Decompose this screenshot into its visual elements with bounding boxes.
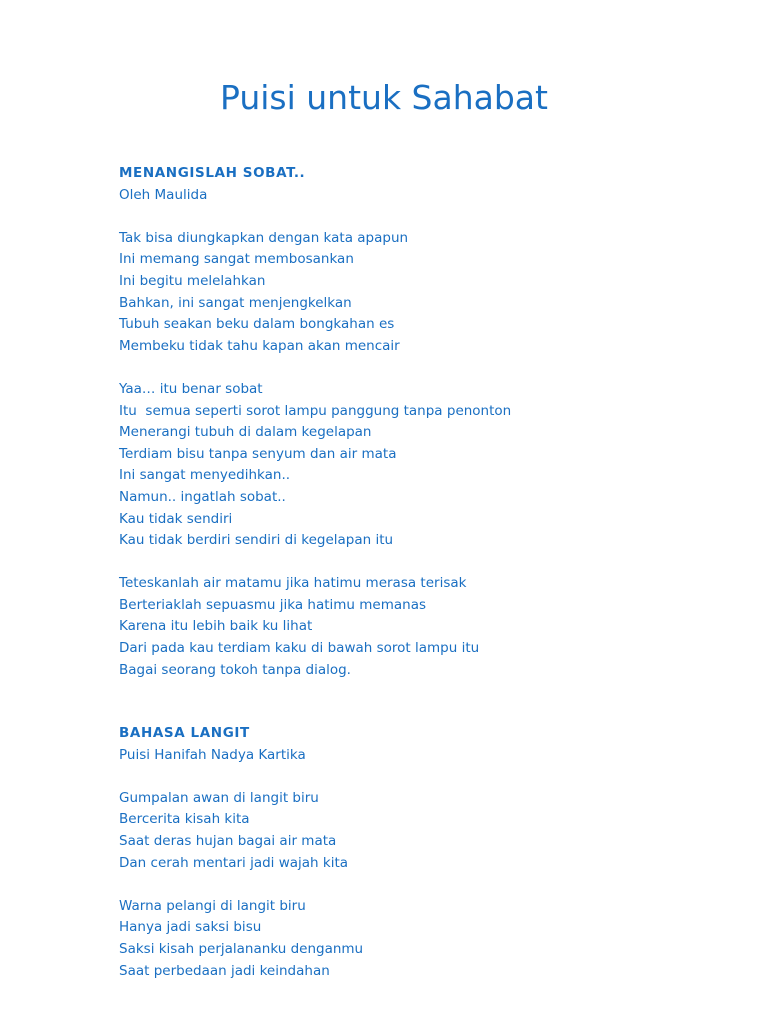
poem-menangislah-sobat [119,163,739,681]
poem-line: Itu semua seperti sorot lampu panggung tanpa penonton [119,402,512,419]
poem-line: Namun.. ingatlah sobat.. [119,488,286,505]
poem-line: Saksi kisah perjalananku denganmu [119,940,364,957]
poem-line: Ini memang sangat membosankan [119,251,354,268]
poem-title: BAHASA LANGIT [119,725,250,741]
poem-line: Kau tidak sendiri [119,510,233,527]
poem-line: Gumpalan awan di langit biru [119,789,319,806]
poem-line: Tubuh seakan beku dalam bongkahan es [119,316,395,333]
poem-line: Menerangi tubuh di dalam kegelapan [119,424,372,441]
poem-bahasa-langit [119,723,739,982]
poem-line: Hanya jadi saksi bisu [119,919,262,936]
poem-line: Berteriaklah sepuasmu jika hatimu memanas [119,596,427,613]
poem-line: Yaa… itu benar sobat [119,380,263,397]
stanza [119,228,739,358]
poem-line: Warna pelangi di langit biru [119,897,306,914]
poem-line: Tak bisa diungkapkan dengan kata apapun [119,229,409,246]
poem-line: Teteskanlah air matamu jika hatimu merasa terisak [119,575,467,592]
poem-line: Bagai seorang tokoh tanpa dialog. [119,661,351,678]
poem-line: Terdiam bisu tanpa senyum dan air mata [119,445,397,462]
poem-line: Bercerita kisah kita [119,811,250,828]
poem-author: Oleh Maulida [119,186,208,203]
poem-line: Saat perbedaan jadi keindahan [119,962,330,979]
stanza [119,896,739,982]
poem-line: Membeku tidak tahu kapan akan mencair [119,337,400,354]
document-title: Puisi untuk Sahabat [220,78,548,117]
poem-line: Bahkan, ini sangat menjengkelkan [119,294,352,311]
stanza [119,788,739,874]
poem-line: Ini sangat menyedihkan.. [119,467,291,484]
stanza [119,573,739,681]
poem-line: Ini begitu melelahkan [119,272,266,289]
poem-title: MENANGISLAH SOBAT.. [119,165,306,181]
poem-author: Puisi Hanifah Nadya Kartika [119,746,306,763]
stanza [119,379,739,552]
poem-line: Saat deras hujan bagai air mata [119,832,337,849]
poem-line: Dari pada kau terdiam kaku di bawah sorot lampu itu [119,640,480,657]
poem-line: Karena itu lebih baik ku lihat [119,618,313,635]
poem-line: Kau tidak berdiri sendiri di kegelapan itu [119,532,394,549]
poem-line: Dan cerah mentari jadi wajah kita [119,854,349,871]
